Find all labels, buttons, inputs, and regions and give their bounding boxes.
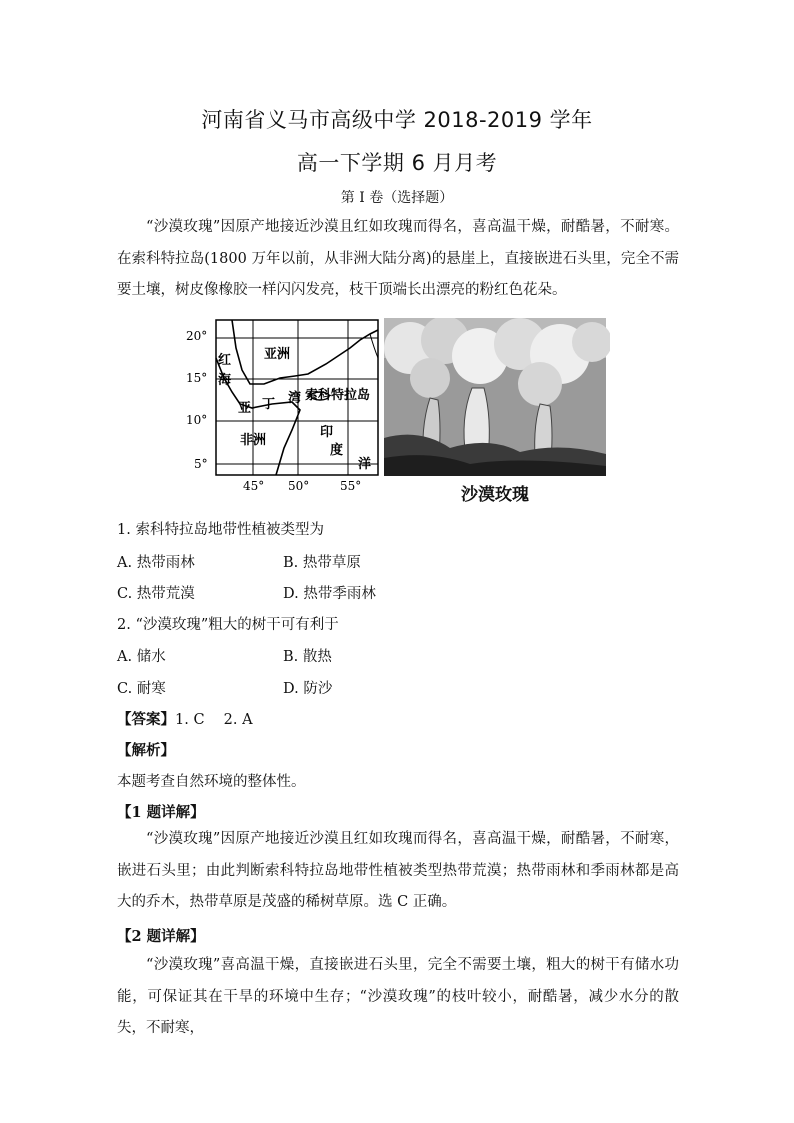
label-gulf: 亚 [238,401,252,416]
question-2-option-c: C. 耐寒 [117,681,166,697]
lat-label: 20° [186,329,208,343]
question-1-option-d: D. 热带季雨林 [283,586,376,602]
question-2-option-d: D. 防沙 [283,681,333,697]
label-asia: 亚洲 [264,347,291,362]
label-socotra: 索科特拉岛 [305,388,371,403]
answer-label: 【答案】 [117,711,175,728]
lon-label: 55° [340,479,362,493]
question-2-stem: 2. “沙漠玫瑰”粗大的树干可有利于 [117,617,339,633]
analysis-text: 本题考查自然环境的整体性。 [117,774,306,790]
answer-line [117,708,253,729]
label-gulf: 湾 [288,391,302,406]
label-red-sea: 红 [218,353,232,368]
lat-label: 10° [186,413,208,427]
label-indian-ocean: 印 [320,425,334,440]
question-2-option-b: B. 散热 [283,649,332,665]
label-indian-ocean: 洋 [358,457,372,472]
document-subtitle: 高一下学期 6 月月考 [296,151,498,175]
question-1-option-a: A. 热带雨林 [117,555,195,571]
detail-1-label: 【1 题详解】 [117,804,205,821]
detail-2-text: “沙漠玫瑰”喜高温干燥，直接嵌进石头里，完全不需要土壤，粗大的树干有储水功能，可保证其在干旱的环境中生存；“沙漠玫瑰”的枝叶较小，耐酷暑，减少水分的散失，不耐寒， [117,957,679,1036]
photo-caption: 沙漠玫瑰 [461,485,529,505]
label-gulf: 丁 [262,397,276,412]
lon-label: 50° [288,479,310,493]
intro-paragraph: “沙漠玫瑰”因原产地接近沙漠且红如玫瑰而得名，喜高温干燥，耐酷暑，不耐寒。在索科特拉岛(1800 万年以前，从非洲大陆分离)的悬崖上，直接嵌进石头里，完全不需要土壤，树皮像橡胶一样闪闪发亮，枝干顶端长出漂亮的粉红色花朵。 [117,219,679,298]
detail-1-text: “沙漠玫瑰”因原产地接近沙漠且红如玫瑰而得名，喜高温干燥，耐酷暑，不耐寒，嵌进石头里；由此判断索科特拉岛地带性植被类型热带荒漠；热带雨林和季雨林都是高大的乔木，热带草原是茂盛的稀树草原。选 C 正确。 [117,831,679,910]
answer-text: 1. C 2. A [175,712,253,728]
label-indian-ocean: 度 [330,443,344,458]
lat-label: 5° [194,457,208,471]
label-red-sea: 海 [218,373,232,388]
detail-2-label: 【2 题详解】 [117,928,205,945]
lat-label: 15° [186,371,208,385]
section-heading: 第 I 卷（选择题） [340,190,454,206]
label-africa: 非洲 [240,433,267,448]
question-1-option-b: B. 热带草原 [283,555,361,571]
question-2-option-a: A. 储水 [117,649,166,665]
question-1-option-c: C. 热带荒漠 [117,586,195,602]
lon-label: 45° [243,479,265,493]
analysis-label: 【解析】 [117,742,175,759]
desert-rose-photo [384,318,610,476]
document-title: 河南省义马市高级中学 2018-2019 学年 [201,108,593,132]
question-1-stem: 1. 索科特拉岛地带性植被类型为 [117,522,324,538]
